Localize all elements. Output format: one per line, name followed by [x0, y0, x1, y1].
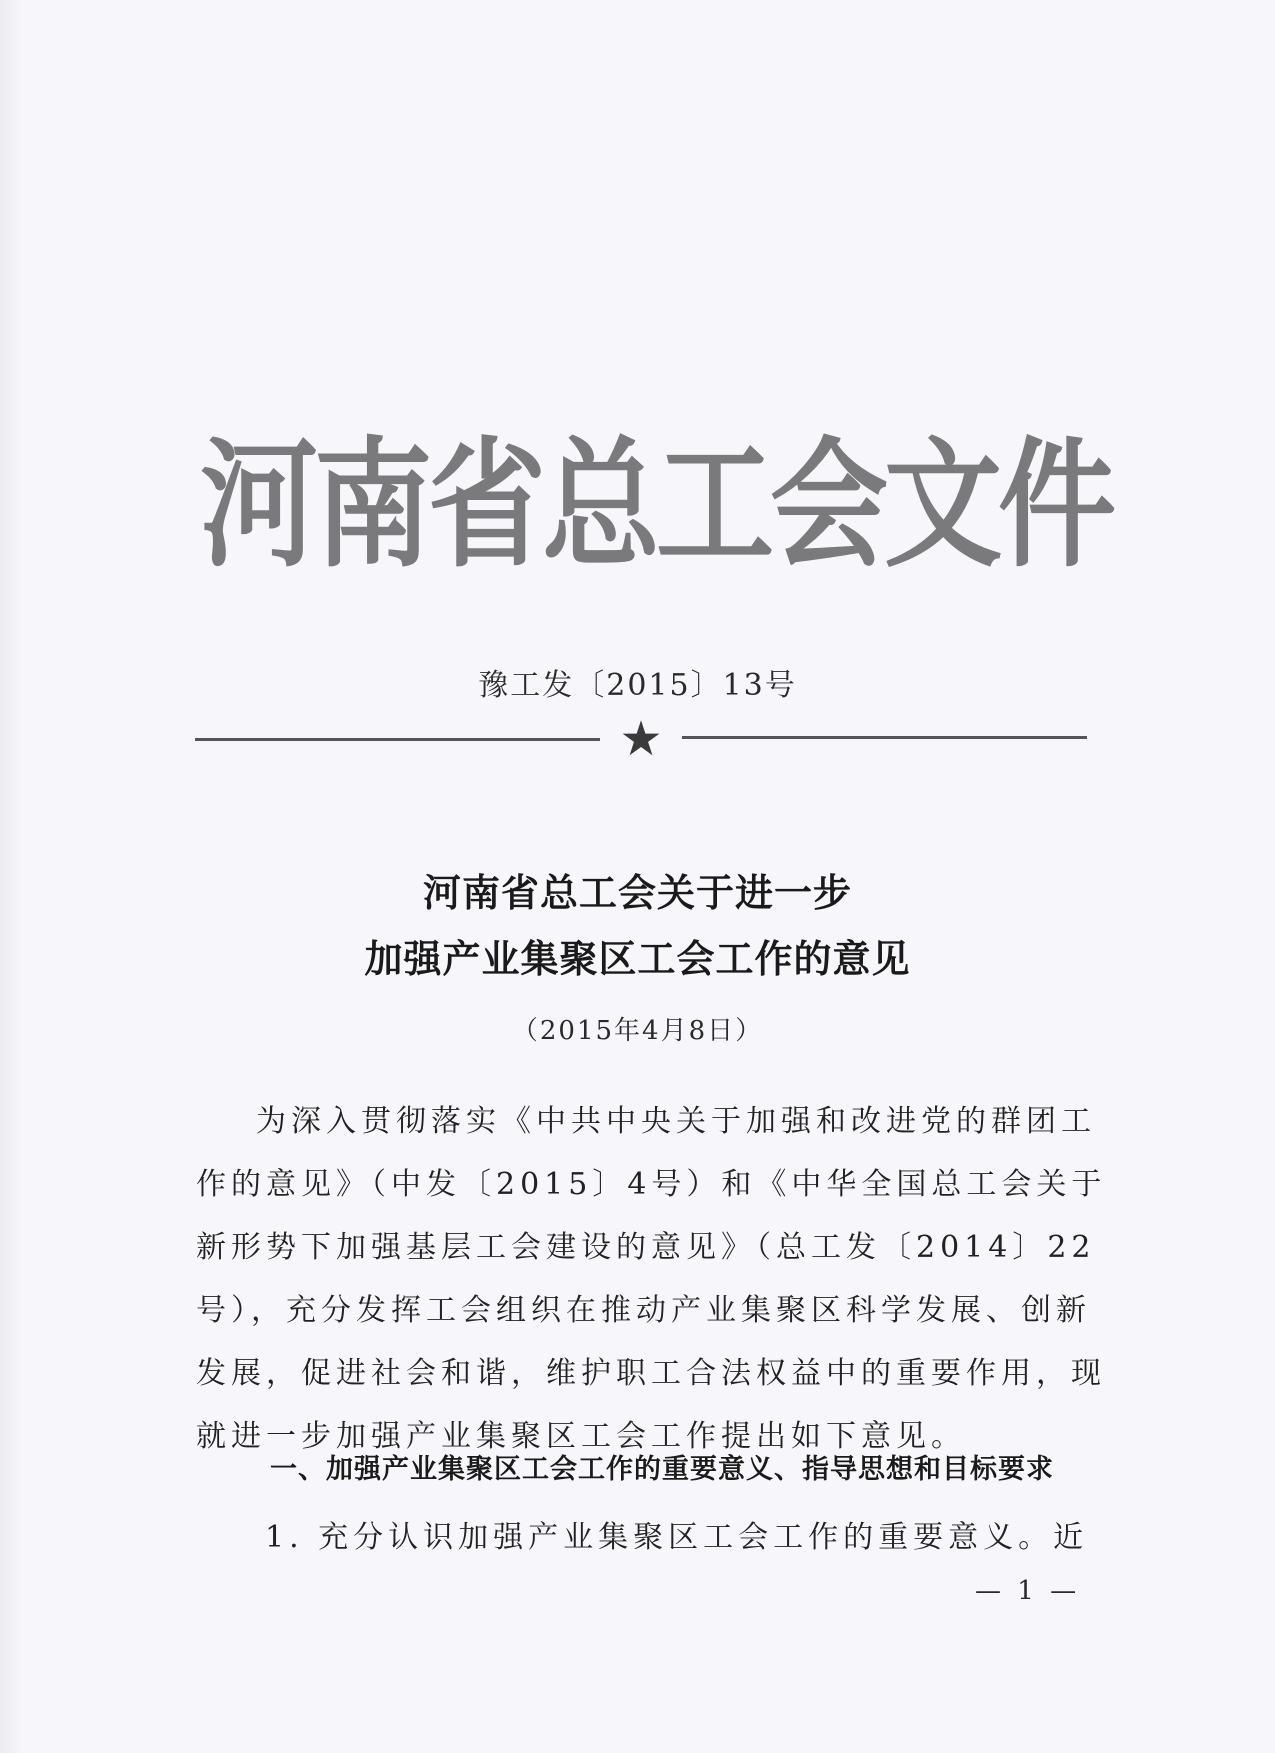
document-date: （2015年4月8日）	[511, 1016, 764, 1046]
document-number: 豫工发〔2015〕13号	[478, 668, 797, 703]
header-char: 总	[542, 423, 657, 587]
header-char: 南	[314, 423, 429, 587]
header-char: 省	[428, 423, 543, 587]
header-char: 工	[656, 423, 771, 587]
paragraph-line: 作的意见》（中发〔2015〕4号）和《中华全国总工会关于	[196, 1167, 1107, 1202]
issuer-header-title	[200, 405, 1113, 587]
item-paragraph: 1. 充分认识加强产业集聚区工会工作的重要意义。近	[265, 1520, 1089, 1555]
header-divider	[195, 711, 1087, 767]
paragraph-line: 为深入贯彻落实《中共中央关于加强和改进党的群团工	[256, 1104, 1096, 1139]
document-title-line-2: 加强产业集聚区工会工作的意见	[364, 937, 911, 981]
header-char: 河	[200, 423, 315, 587]
page-number: — 1 —	[975, 1576, 1081, 1606]
intro-paragraph	[196, 1090, 1107, 1468]
divider-line-right	[682, 736, 1087, 739]
divider-line-left	[195, 738, 600, 741]
paragraph-line: 就进一步加强产业集聚区工会工作提出如下意见。	[196, 1419, 966, 1454]
header-char: 件	[998, 423, 1113, 587]
paragraph-line: 发展，促进社会和谐，维护职工合法权益中的重要作用，现	[196, 1356, 1106, 1391]
document-title-line-1: 河南省总工会关于进一步	[422, 871, 852, 915]
paragraph-line: 号），充分发挥工会组织在推动产业集聚区科学发展、创新	[196, 1293, 1091, 1328]
paragraph-line: 新形势下加强基层工会建设的意见》（总工发〔2014〕22	[196, 1230, 1096, 1265]
star-icon: ★	[619, 711, 663, 767]
header-char: 会	[770, 423, 885, 587]
section-heading: 一、加强产业集聚区工会工作的重要意义、指导思想和目标要求	[270, 1454, 1054, 1485]
header-char: 文	[884, 423, 999, 587]
